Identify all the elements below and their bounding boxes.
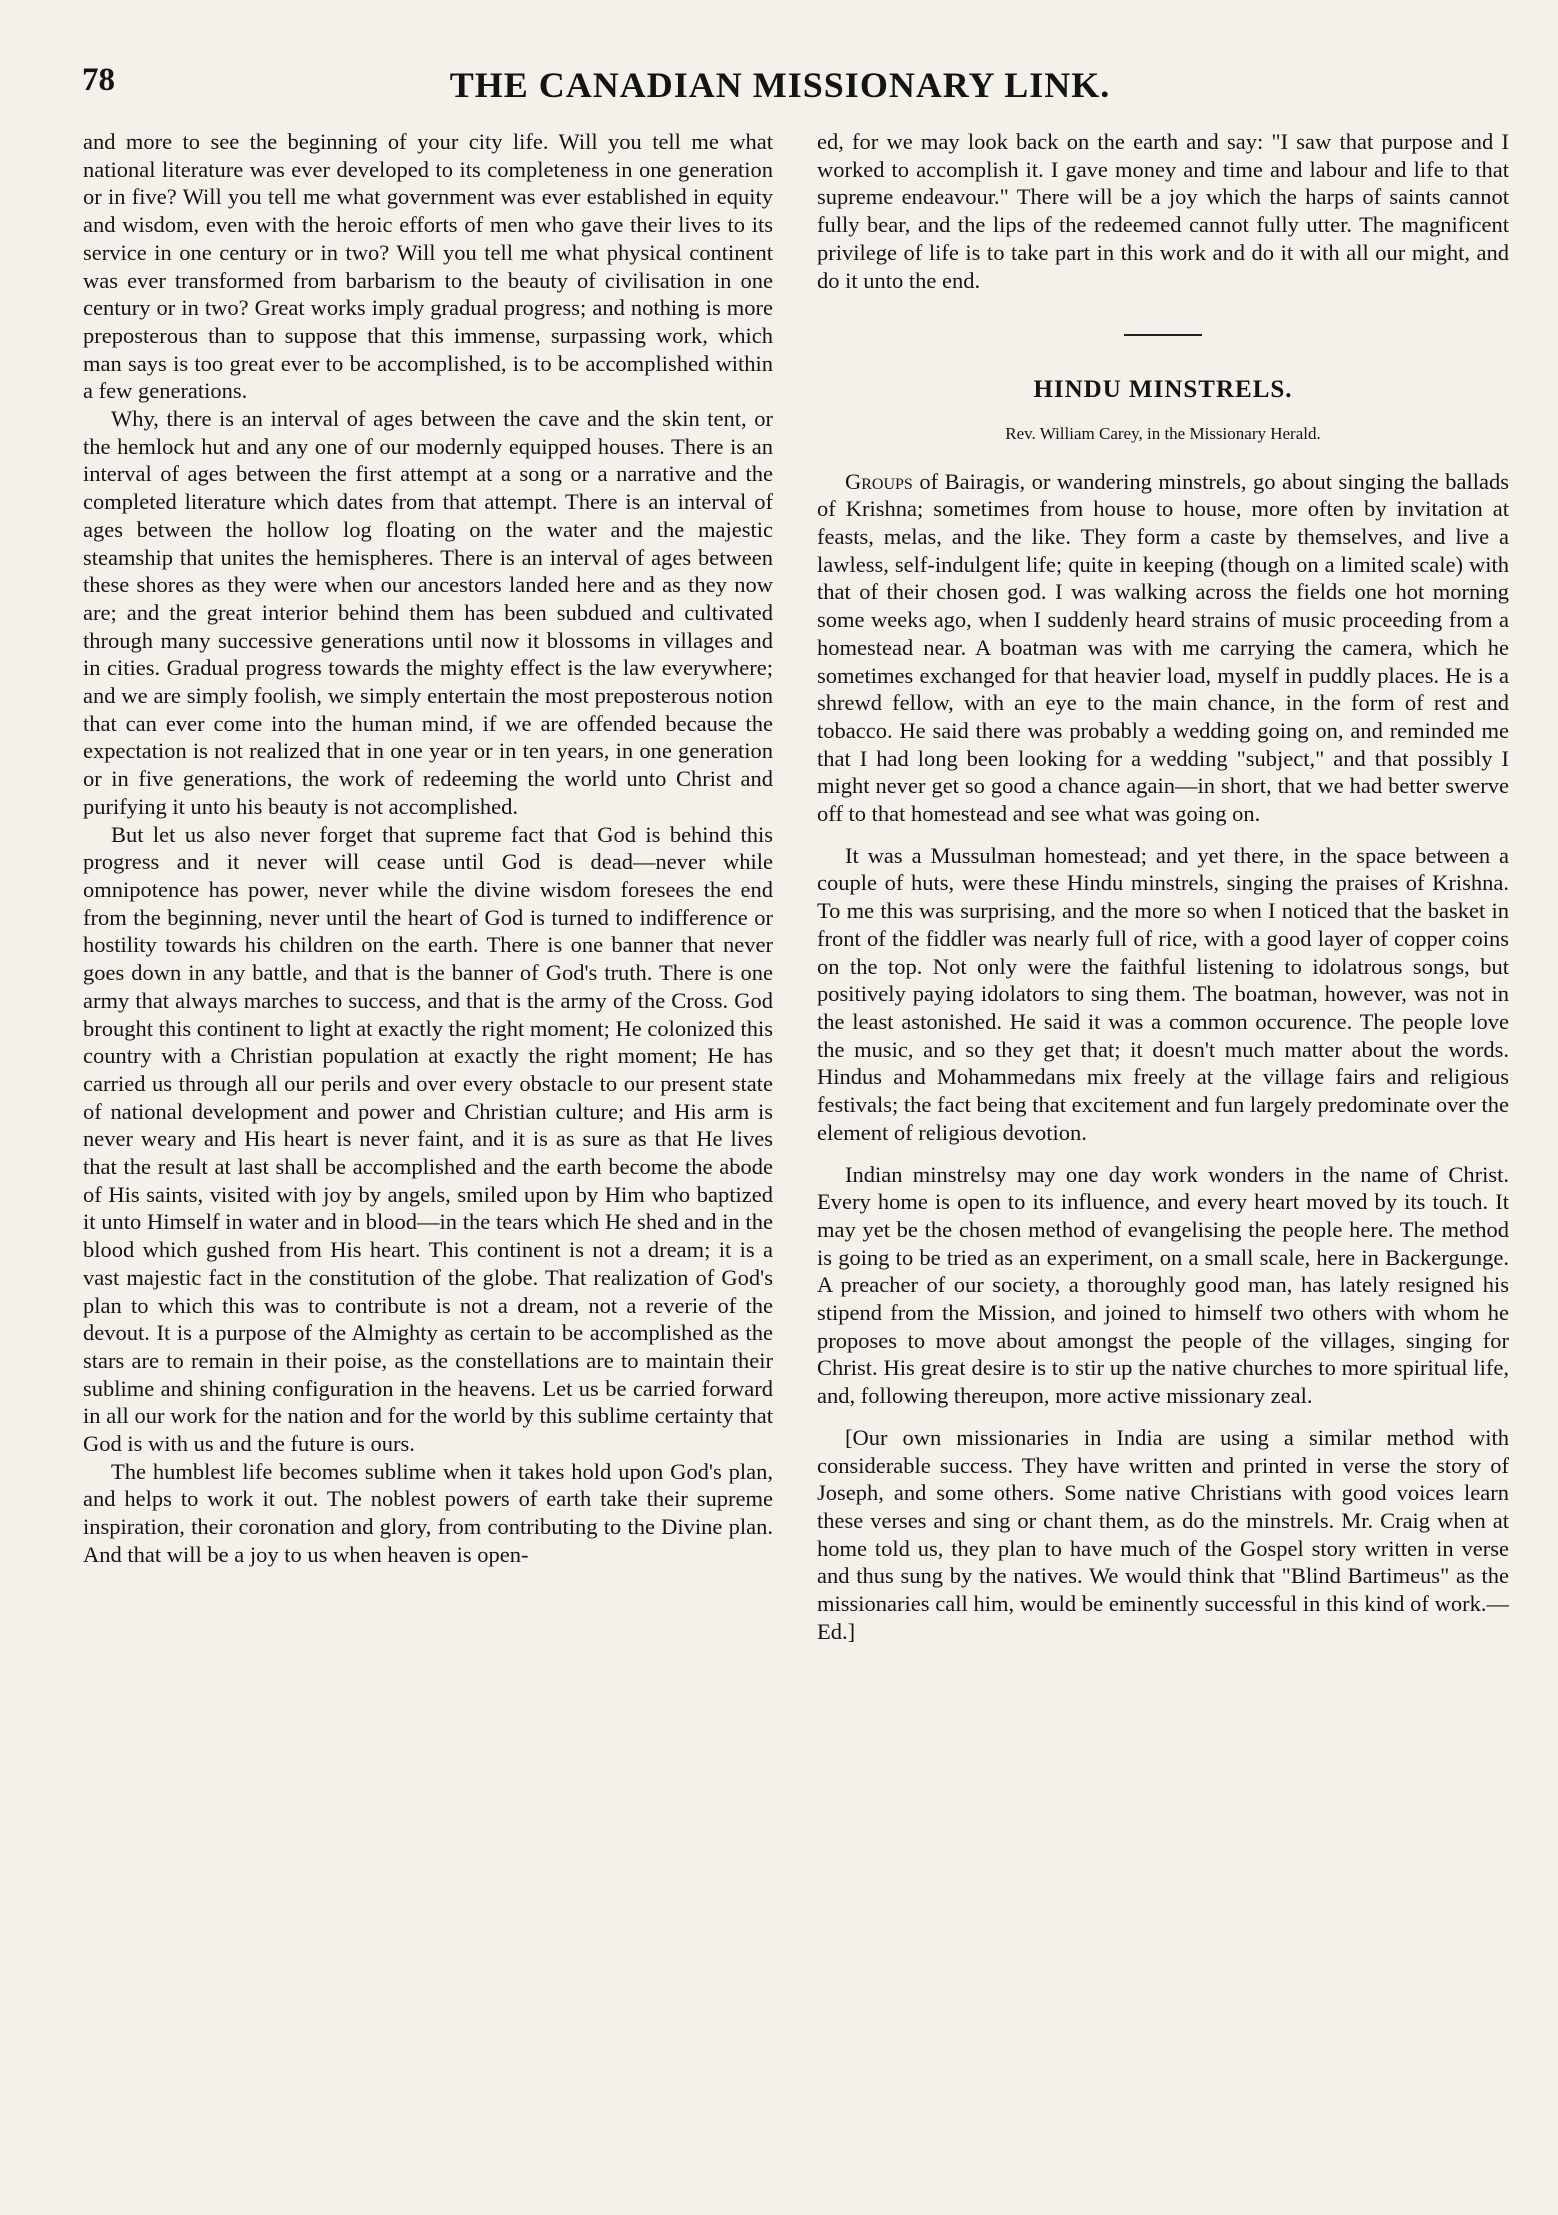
- right-column: [817, 128, 1509, 2188]
- page-number: 78: [82, 62, 115, 98]
- left-column: [83, 128, 773, 2188]
- running-title: THE CANADIAN MISSIONARY LINK.: [449, 65, 1111, 105]
- paragraph: The humblest life becomes sublime when it takes hold upon God's plan, and helps to work it out. The noblest powers of earth take their supreme inspiration, their coronation and glory, from contributing to the Divine plan. And that will be a joy to us when heaven is open-: [83, 1458, 773, 1567]
- paragraph: [Our own missionaries in India are using a similar method with considerable success. They have written and printed in verse the story of Joseph, and some others. Some native Christians with good voices learn these verses and sing or chant them, as do the minstrels. Mr. Craig when at home told us, they plan to have much of the Gospel story written in verse and thus sung by the natives. We would think that "Blind Bartimeus" as the missionaries call him, would be eminently successful in this kind of work.—Ed.]: [817, 1424, 1509, 1644]
- paragraph-text: of Bairagis, or wandering minstrels, go about singing the ballads of Krishna; sometimes from house to house, more often by invitation at feasts, melas, and the like. They form a caste by themselves, and live a lawless, self-indulgent life; quite in keeping (though on a limited scale) with that of their chosen god. I was walking across the fields one hot morning some weeks ago, when I suddenly heard strains of music proceeding from a homestead near. A boatman was with me carrying the camera, which he sometimes exchanged for that heavier load, myself in puddly places. He is a shrewd fellow, with an eye to the main chance, in the form of rest and tobacco. He said there was probably a wedding going on, and reminded me that I had long been looking for a wedding "subject," and that possibly I might never get so good a chance again—in short, that we had better swerve off to that homestead and see what was going on.: [817, 468, 1509, 827]
- section-divider: [1124, 334, 1202, 336]
- paragraph: and more to see the beginning of your city life. Will you tell me what national literature was ever developed to its completeness in one generation or in five? Will you tell me what government was ever established in equity and wisdom, even with the heroic efforts of men who gave their lives to its service in one century or in two? Will you tell me what physical continent was ever transformed from barbarism to the beauty of civilisation in one century or in two? Great works imply gradual progress; and nothing is more preposterous than to suppose that this immense, surpassing work, which man says is too great ever to be accomplished, is to be accomplished within a few generations.: [83, 129, 773, 404]
- paragraph: [817, 468, 1509, 828]
- paragraph: ed, for we may look back on the earth and say: "I saw that purpose and I worked to accomplish it. I gave money and time and labour and life to that supreme endeavour." There will be a joy which the harps of saints cannot fully bear, and the lips of the redeemed cannot fully utter. The magnificent privilege of life is to take part in this work and do it with all our might, and do it unto the end.: [817, 129, 1509, 293]
- article-title: HINDU MINSTRELS.: [1033, 376, 1293, 404]
- paragraph: But let us also never forget that supreme fact that God is behind this progress and it never will cease until God is dead—never while omnipotence has power, never while the divine wisdom foresees the end from the beginning, never until the heart of God is turned to indifference or hostility towards his children on the earth. There is one banner that never goes down in any battle, and that is the banner of God's truth. There is one army that always marches to success, and that is the army of the Cross. God brought this continent to light at exactly the right moment; He colonized this country with a Christian population at exactly the right moment; He has carried us through all our perils and over every obstacle to our present state of national development and power and Christian culture; and His arm is never weary and His heart is never faint, and it is as sure as that He lives that the result at last shall be accomplished and the earth become the abode of His saints, visited with joy by angels, smiled upon by Him who baptized it unto Himself in water and in blood—in the tears which He shed and in the blood which gushed from His heart. This continent is not a dream; it is a vast majestic fact in the constitution of the globe. That realization of God's plan to which this was to contribute is not a dream, not a reverie of the devout. It is a purpose of the Almighty as certain to be accomplished as the stars are to remain in their poise, as the constellations are to maintain their sublime and shining configuration in the heavens. Let us be carried forward in all our work for the nation and for the world by this sublime certainty that God is with us and the future is ours.: [83, 821, 773, 1457]
- paragraph: Indian minstrelsy may one day work wonders in the name of Christ. Every home is open to its influence, and every heart moved by its touch. It may yet be the chosen method of evangelising the people here. The method is going to be tried as an experiment, on a small scale, here in Backergunge. A preacher of our society, a thoroughly good man, has lately resigned his stipend from the Mission, and joined to himself two others with whom he proposes to move about amongst the people of the villages, singing for Christ. His great desire is to stir up the native churches to more spiritual life, and, following thereupon, more active missionary zeal.: [817, 1161, 1509, 1409]
- article-byline: Rev. William Carey, in the Missionary Herald.: [1005, 423, 1321, 443]
- page-header: [40, 62, 1520, 112]
- paragraph: Why, there is an interval of ages between the cave and the skin tent, or the hemlock hut and any one of our modernly equipped houses. There is an interval of ages between the first attempt at a song or a narrative and the completed literature which dates from that attempt. There is an interval of ages between the hollow log floating on the water and the majestic steamship that unites the hemispheres. There is an interval of ages between these shores as they were when our ancestors landed here and as they now are; and the great interior behind them has been subdued and cultivated through many successive generations until now it blossoms in villages and in cities. Gradual progress towards the mighty effect is the law everywhere; and we are simply foolish, we simply entertain the most preposterous notion that can ever come into the human mind, if we are offended because the expectation is not realized that in one year or in ten years, in one generation or in five generations, the work of redeeming the world unto Christ and purifying it unto his beauty is not accomplished.: [83, 406, 773, 819]
- lead-word: Groups: [845, 468, 913, 494]
- paragraph: It was a Mussulman homestead; and yet there, in the space between a couple of huts, were these Hindu minstrels, singing the praises of Krishna. To me this was surprising, and the more so when I noticed that the basket in front of the fiddler was nearly full of rice, with a good layer of copper coins on the top. Not only were the faithful listening to idolatrous songs, but positively paying idolators to sing them. The boatman, however, was not in the least astonished. He said it was a common occurence. The people love the music, and so they get that; it doesn't much matter about the words. Hindus and Mohammedans mix freely at the village fairs and religious festivals; the fact being that excitement and fun largely predominate over the element of religious devotion.: [817, 842, 1509, 1145]
